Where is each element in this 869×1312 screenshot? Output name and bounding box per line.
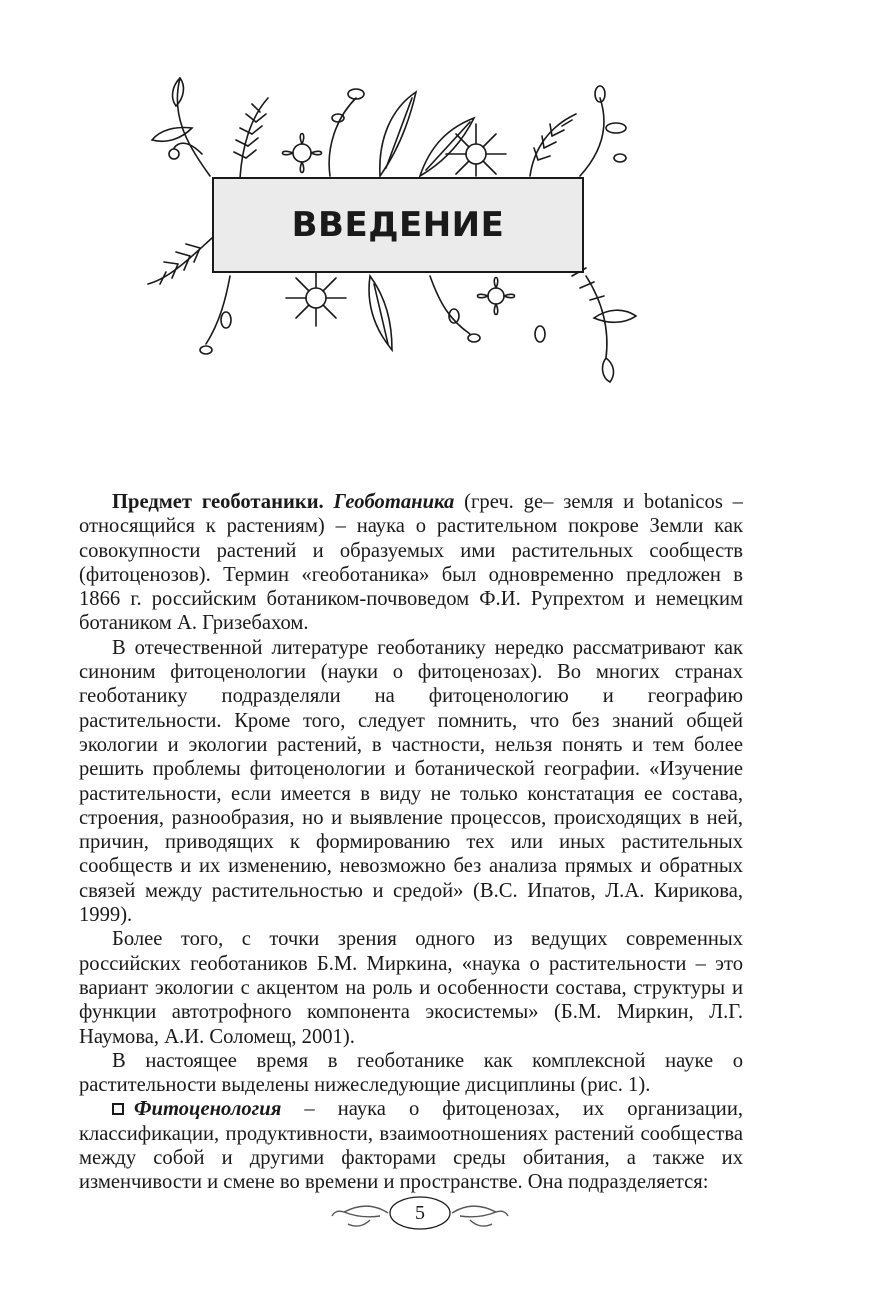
paragraph-1-lead: Предмет геоботаники. <box>112 491 324 513</box>
paragraph-4: В настоящее время в геоботанике как комплексной науке о растительности выделены нижеследующие дисциплины (рис. 1). <box>79 1049 743 1097</box>
paragraph-1 <box>79 490 743 636</box>
chapter-title-box <box>212 177 584 273</box>
checkbox-bullet-icon <box>112 1103 124 1115</box>
chapter-title: ВВЕДЕНИЕ <box>291 205 505 245</box>
page-number: 5 <box>415 1201 425 1224</box>
paragraph-1-term: Геоботаника <box>333 491 455 513</box>
paragraph-1-text: (греч. ge– земля и botanicos – относящийся к растениям) – наука о растительном покрове Земли как совокупности растений и образуемых ими растительных сообществ (фитоценозов). Термин «геоботаника» был одновременно предложен в 1866 г. российским ботаником-почвоведом Ф.И. Рупрехтом и немецким ботаником А. Гризебахом. <box>79 491 743 635</box>
paragraph-5-text: – наука о фитоценозах, их организации, классификации, продуктивности, взаимоотношениях растений сообщества между собой и другими факторами среды обитания, а также их изменчивости и смене во времени и пространстве. Она подразделяется: <box>79 1098 743 1194</box>
paragraph-5-term: Фитоценология <box>134 1098 282 1121</box>
paragraph-5 <box>79 1097 743 1194</box>
body-text <box>79 490 743 1195</box>
paragraph-2: В отечественной литературе геоботанику нередко рассматривают как синоним фитоценологии (науки о фитоценозах). Во многих странах геоботанику подразделяли на фитоценологию и географию растительности. Кроме того, следует помнить, что без знаний общей экологии и экологии растений, в частности, нельзя понять и тем более решить проблемы фитоценологии и ботанической географии. «Изучение растительности, если имеется в виду не только констатация ее состава, строения, разнообразия, но и выявление процессов, происходящих в ней, причин, приводящих к формированию тех или иных растительных сообществ и их изменению, невозможно без анализа прямых и обратных связей между растительностью и средой» (В.С. Ипатов, Л.А. Кирикова, 1999). <box>79 636 743 927</box>
paragraph-3: Более того, с точки зрения одного из ведущих современных российских геоботаников Б.М. Миркина, «наука о растительности – это вариант экологии с акцентом на роль и особенности состава, структуры и функции автотрофного компонента экосистемы» (Б.М. Миркин, Л.Г. Наумова, А.И. Соломещ, 2001). <box>79 928 743 1048</box>
